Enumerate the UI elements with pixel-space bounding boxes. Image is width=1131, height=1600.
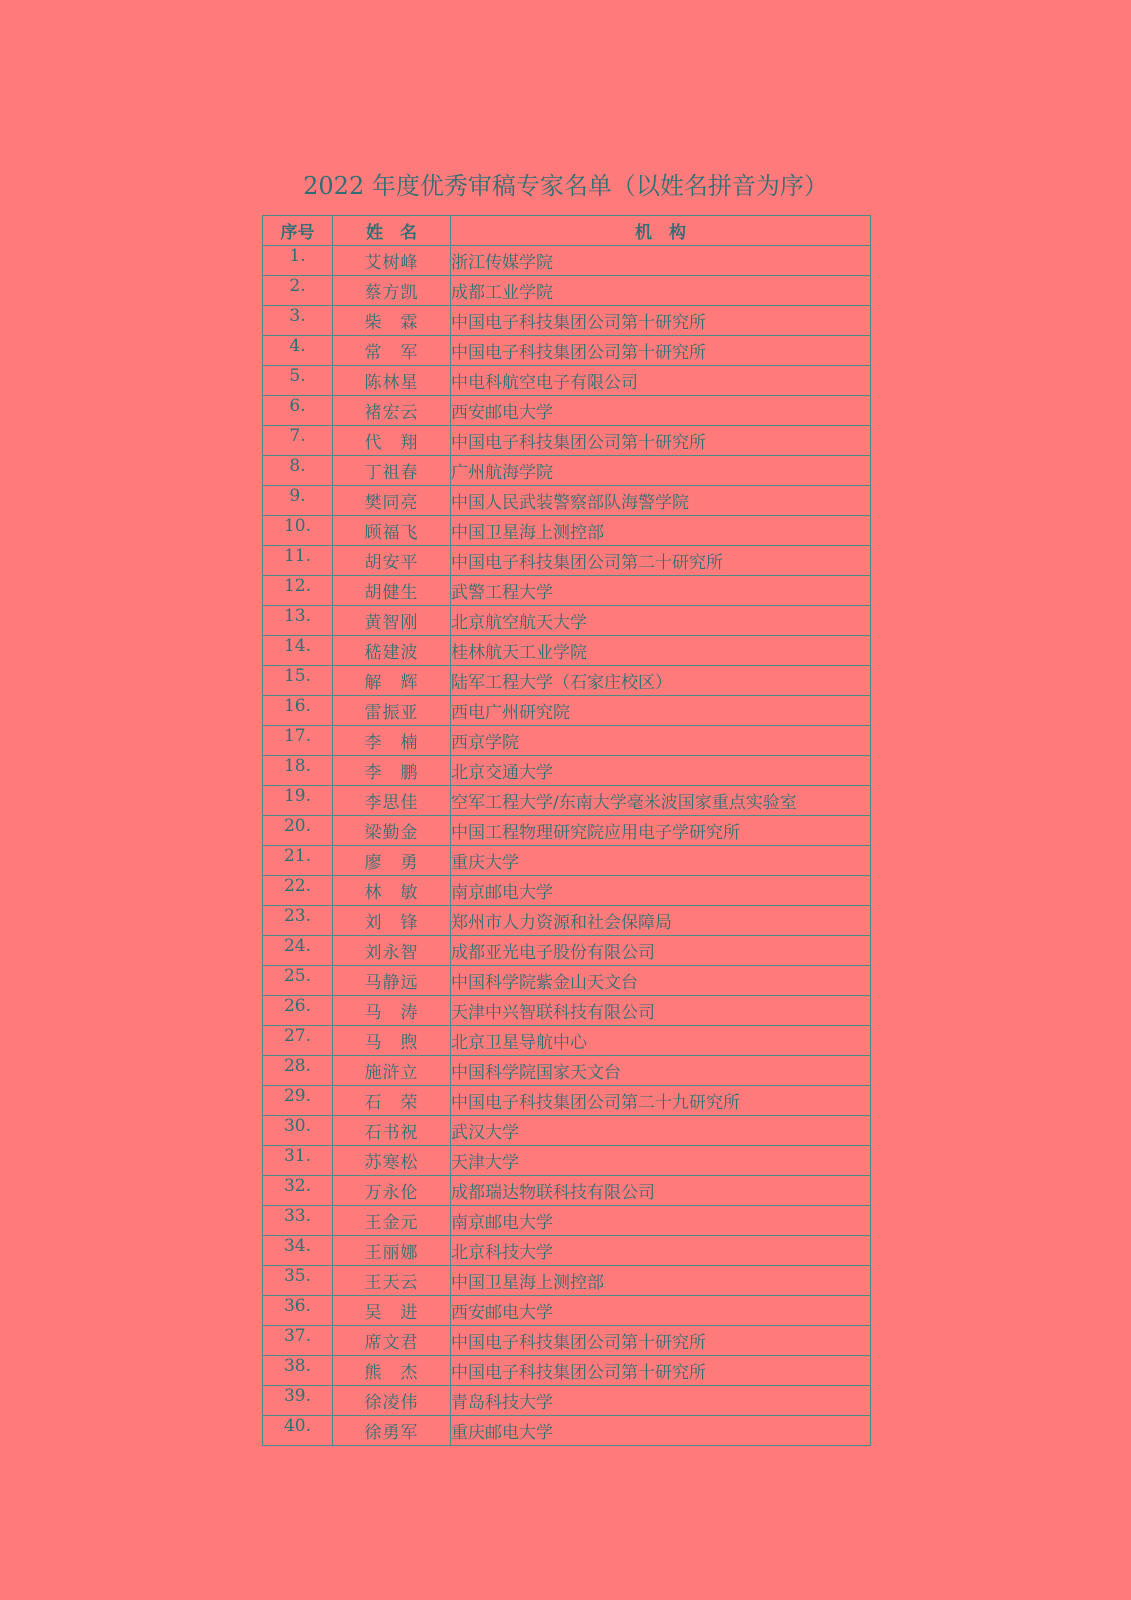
- row-index: 20.: [263, 816, 333, 846]
- institution: 成都瑞达物联科技有限公司: [451, 1176, 871, 1206]
- institution: 天津中兴智联科技有限公司: [451, 996, 871, 1026]
- table-row: [263, 1266, 871, 1296]
- expert-name: 柴 霖: [333, 306, 451, 336]
- table-row: [263, 816, 871, 846]
- expert-name: 苏寒松: [333, 1146, 451, 1176]
- table-row: [263, 246, 871, 276]
- table-row: [263, 306, 871, 336]
- institution: 中国电子科技集团公司第二十九研究所: [451, 1086, 871, 1116]
- row-index: 5.: [263, 366, 333, 396]
- expert-name: 刘永智: [333, 936, 451, 966]
- row-index: 25.: [263, 966, 333, 996]
- header-name: 姓 名: [333, 216, 451, 246]
- table-row: [263, 1056, 871, 1086]
- expert-name: 嵇建波: [333, 636, 451, 666]
- expert-name: 马 煦: [333, 1026, 451, 1056]
- expert-name: 王金元: [333, 1206, 451, 1236]
- table-row: [263, 396, 871, 426]
- expert-name: 林 敏: [333, 876, 451, 906]
- expert-name: 梁勤金: [333, 816, 451, 846]
- row-index: 27.: [263, 1026, 333, 1056]
- expert-name: 褚宏云: [333, 396, 451, 426]
- table-row: [263, 546, 871, 576]
- institution: 中国电子科技集团公司第十研究所: [451, 306, 871, 336]
- row-index: 40.: [263, 1416, 333, 1446]
- expert-name: 徐勇军: [333, 1416, 451, 1446]
- expert-name: 马静远: [333, 966, 451, 996]
- table-row: [263, 966, 871, 996]
- table-row: [263, 846, 871, 876]
- institution: 广州航海学院: [451, 456, 871, 486]
- table-row: [263, 1386, 871, 1416]
- row-index: 37.: [263, 1326, 333, 1356]
- institution: 北京航空航天大学: [451, 606, 871, 636]
- table-row: [263, 726, 871, 756]
- row-index: 14.: [263, 636, 333, 666]
- table-row: [263, 936, 871, 966]
- row-index: 17.: [263, 726, 333, 756]
- row-index: 4.: [263, 336, 333, 366]
- expert-name: 陈林星: [333, 366, 451, 396]
- table-row: [263, 1176, 871, 1206]
- institution: 西安邮电大学: [451, 396, 871, 426]
- row-index: 11.: [263, 546, 333, 576]
- expert-name: 席文君: [333, 1326, 451, 1356]
- table-row: [263, 1206, 871, 1236]
- institution: 成都亚光电子股份有限公司: [451, 936, 871, 966]
- row-index: 39.: [263, 1386, 333, 1416]
- institution: 中国卫星海上测控部: [451, 1266, 871, 1296]
- row-index: 10.: [263, 516, 333, 546]
- expert-name: 徐凌伟: [333, 1386, 451, 1416]
- expert-name: 王天云: [333, 1266, 451, 1296]
- row-index: 26.: [263, 996, 333, 1026]
- row-index: 13.: [263, 606, 333, 636]
- expert-name: 熊 杰: [333, 1356, 451, 1386]
- institution: 空军工程大学/东南大学毫米波国家重点实验室: [451, 786, 871, 816]
- table-row: [263, 1236, 871, 1266]
- institution: 武警工程大学: [451, 576, 871, 606]
- row-index: 15.: [263, 666, 333, 696]
- row-index: 9.: [263, 486, 333, 516]
- expert-name: 常 军: [333, 336, 451, 366]
- row-index: 34.: [263, 1236, 333, 1266]
- reviewer-table: [262, 215, 871, 1446]
- table-row: [263, 1146, 871, 1176]
- row-index: 16.: [263, 696, 333, 726]
- table-row: [263, 1116, 871, 1146]
- institution: 中国科学院国家天文台: [451, 1056, 871, 1086]
- institution: 南京邮电大学: [451, 1206, 871, 1236]
- institution: 中国人民武装警察部队海警学院: [451, 486, 871, 516]
- row-index: 2.: [263, 276, 333, 306]
- table-row: [263, 606, 871, 636]
- table-row: [263, 1086, 871, 1116]
- table-row: [263, 1416, 871, 1446]
- institution: 重庆邮电大学: [451, 1416, 871, 1446]
- table-row: [263, 1356, 871, 1386]
- expert-name: 胡安平: [333, 546, 451, 576]
- row-index: 22.: [263, 876, 333, 906]
- row-index: 28.: [263, 1056, 333, 1086]
- expert-name: 李思佳: [333, 786, 451, 816]
- institution: 北京科技大学: [451, 1236, 871, 1266]
- institution: 西电广州研究院: [451, 696, 871, 726]
- institution: 西安邮电大学: [451, 1296, 871, 1326]
- expert-name: 石书祝: [333, 1116, 451, 1146]
- institution: 中国电子科技集团公司第十研究所: [451, 426, 871, 456]
- table-row: [263, 636, 871, 666]
- table-row: [263, 756, 871, 786]
- row-index: 8.: [263, 456, 333, 486]
- row-index: 35.: [263, 1266, 333, 1296]
- expert-name: 施浒立: [333, 1056, 451, 1086]
- institution: 重庆大学: [451, 846, 871, 876]
- institution: 中国科学院紫金山天文台: [451, 966, 871, 996]
- institution: 中国电子科技集团公司第十研究所: [451, 1356, 871, 1386]
- row-index: 7.: [263, 426, 333, 456]
- expert-name: 雷振亚: [333, 696, 451, 726]
- institution: 成都工业学院: [451, 276, 871, 306]
- institution: 中国电子科技集团公司第二十研究所: [451, 546, 871, 576]
- table-header-row: [263, 216, 871, 246]
- expert-name: 刘 锋: [333, 906, 451, 936]
- table-body: [263, 246, 871, 1446]
- institution: 陆军工程大学（石家庄校区）: [451, 666, 871, 696]
- institution: 浙江传媒学院: [451, 246, 871, 276]
- institution: 南京邮电大学: [451, 876, 871, 906]
- expert-name: 马 涛: [333, 996, 451, 1026]
- expert-name: 樊同亮: [333, 486, 451, 516]
- table-row: [263, 1296, 871, 1326]
- table-row: [263, 696, 871, 726]
- row-index: 12.: [263, 576, 333, 606]
- page-title: 2022 年度优秀审稿专家名单（以姓名拼音为序）: [303, 172, 828, 200]
- table-row: [263, 456, 871, 486]
- expert-name: 丁祖春: [333, 456, 451, 486]
- header-index: 序号: [263, 216, 333, 246]
- row-index: 38.: [263, 1356, 333, 1386]
- row-index: 30.: [263, 1116, 333, 1146]
- table-row: [263, 1026, 871, 1056]
- table-row: [263, 366, 871, 396]
- row-index: 19.: [263, 786, 333, 816]
- expert-name: 艾树峰: [333, 246, 451, 276]
- expert-name: 石 荣: [333, 1086, 451, 1116]
- expert-name: 李 楠: [333, 726, 451, 756]
- expert-name: 胡健生: [333, 576, 451, 606]
- row-index: 32.: [263, 1176, 333, 1206]
- table-row: [263, 336, 871, 366]
- institution: 青岛科技大学: [451, 1386, 871, 1416]
- institution: 中国电子科技集团公司第十研究所: [451, 1326, 871, 1356]
- table-row: [263, 576, 871, 606]
- table-row: [263, 786, 871, 816]
- expert-name: 蔡方凯: [333, 276, 451, 306]
- expert-name: 代 翔: [333, 426, 451, 456]
- expert-name: 李 鹏: [333, 756, 451, 786]
- expert-name: 解 辉: [333, 666, 451, 696]
- row-index: 21.: [263, 846, 333, 876]
- expert-name: 吴 进: [333, 1296, 451, 1326]
- row-index: 33.: [263, 1206, 333, 1236]
- table-row: [263, 666, 871, 696]
- row-index: 3.: [263, 306, 333, 336]
- institution: 中国工程物理研究院应用电子学研究所: [451, 816, 871, 846]
- institution: 北京卫星导航中心: [451, 1026, 871, 1056]
- institution: 桂林航天工业学院: [451, 636, 871, 666]
- expert-name: 顾福飞: [333, 516, 451, 546]
- expert-name: 万永伦: [333, 1176, 451, 1206]
- institution: 武汉大学: [451, 1116, 871, 1146]
- row-index: 31.: [263, 1146, 333, 1176]
- table-row: [263, 906, 871, 936]
- table-row: [263, 876, 871, 906]
- table-row: [263, 1326, 871, 1356]
- table-row: [263, 426, 871, 456]
- institution: 中国卫星海上测控部: [451, 516, 871, 546]
- institution: 中电科航空电子有限公司: [451, 366, 871, 396]
- table-row: [263, 276, 871, 306]
- expert-name: 黄智刚: [333, 606, 451, 636]
- row-index: 23.: [263, 906, 333, 936]
- table-row: [263, 996, 871, 1026]
- institution: 中国电子科技集团公司第十研究所: [451, 336, 871, 366]
- header-org: 机 构: [451, 216, 871, 246]
- row-index: 29.: [263, 1086, 333, 1116]
- row-index: 24.: [263, 936, 333, 966]
- row-index: 18.: [263, 756, 333, 786]
- institution: 北京交通大学: [451, 756, 871, 786]
- institution: 西京学院: [451, 726, 871, 756]
- row-index: 36.: [263, 1296, 333, 1326]
- row-index: 6.: [263, 396, 333, 426]
- expert-name: 廖 勇: [333, 846, 451, 876]
- row-index: 1.: [263, 246, 333, 276]
- table-row: [263, 516, 871, 546]
- table-row: [263, 486, 871, 516]
- institution: 郑州市人力资源和社会保障局: [451, 906, 871, 936]
- expert-name: 王丽娜: [333, 1236, 451, 1266]
- institution: 天津大学: [451, 1146, 871, 1176]
